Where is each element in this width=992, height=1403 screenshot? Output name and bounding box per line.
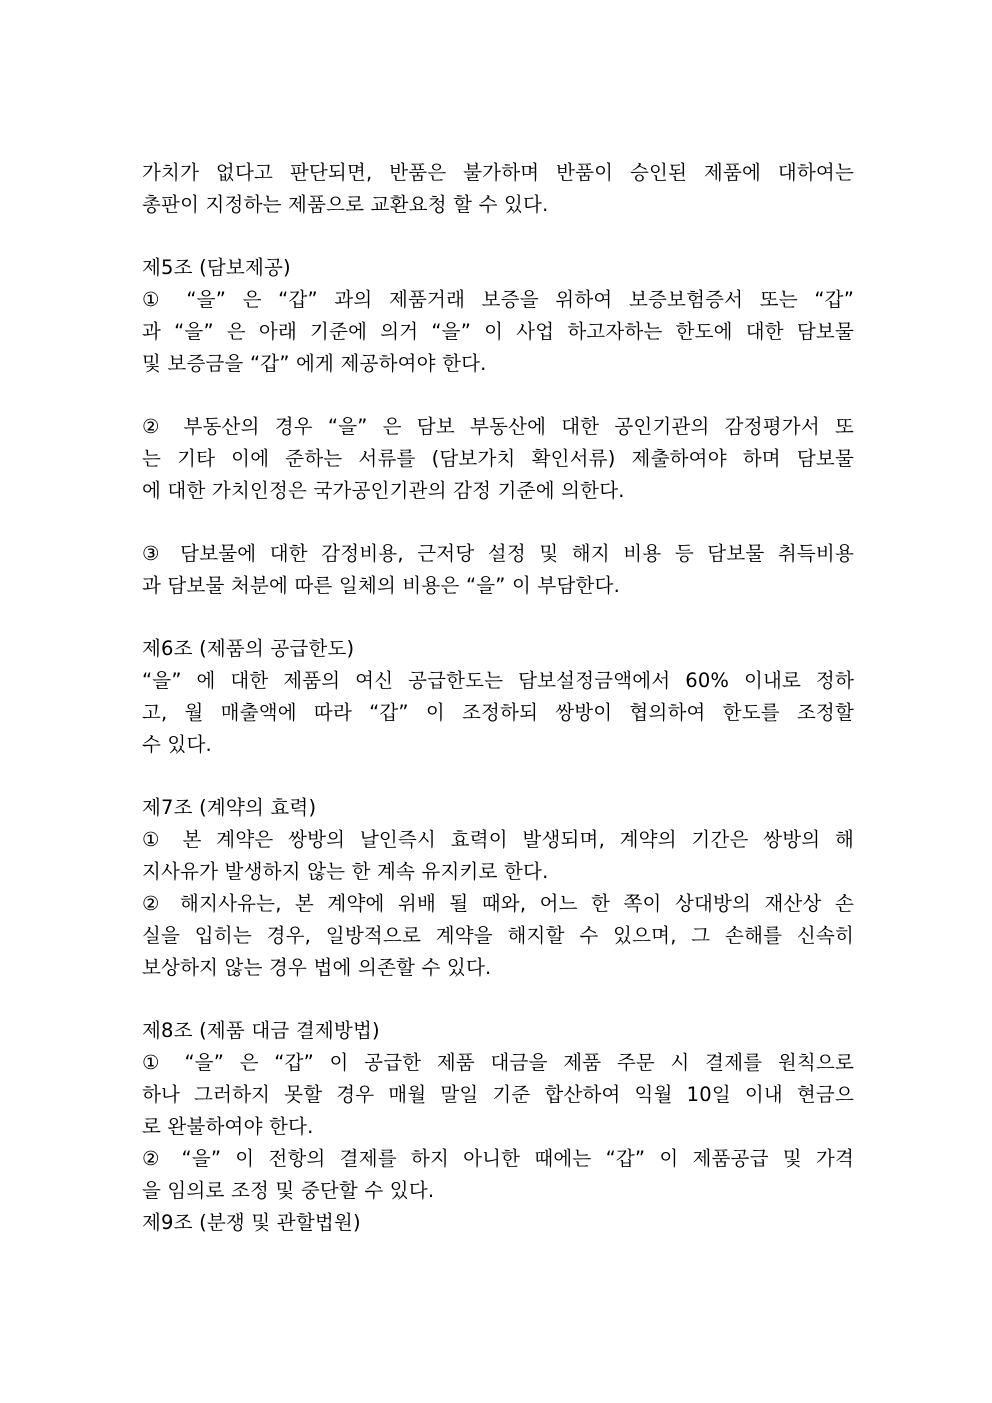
document-body (142, 157, 854, 1239)
text-line: 하나 그러하지 못할 경우 매월 말일 기준 합산하여 익월 10일 이내 현금으 (142, 1083, 854, 1106)
text-line: “을” 에 대한 제품의 여신 공급한도는 담보설정금액에서 60% 이내로 정하 (142, 669, 854, 692)
article-8-heading: 제8조 (제품 대금 결제방법) (142, 1019, 380, 1042)
article-9-heading: 제9조 (분쟁 및 관할법원) (142, 1211, 361, 1234)
article-7-clause-2 (142, 888, 854, 984)
text-line: 는 기타 이에 준하는 서류를 (담보가치 확인서류) 제출하여야 하며 담보물 (142, 447, 854, 470)
article-6-clause-1 (142, 665, 854, 761)
text-line: ① 본 계약은 쌍방의 날인즉시 효력이 발생되며, 계약의 기간은 쌍방의 해 (142, 828, 854, 851)
article-8-clause-2 (142, 1143, 854, 1207)
text-line: ③ 담보물에 대한 감정비용, 근저당 설정 및 해지 비용 등 담보물 취득비용 (142, 542, 854, 565)
intro-paragraph (142, 157, 854, 221)
text-line: 고, 월 매출액에 따라 “갑” 이 조정하되 쌍방이 협의하여 한도를 조정할 (142, 701, 854, 724)
text-line: 지사유가 발생하지 않는 한 계속 유지키로 한다. (142, 860, 549, 883)
text-line: ① “을” 은 “갑” 이 공급한 제품 대금을 제품 주문 시 결제를 원칙으로 (142, 1051, 854, 1074)
text-line: 로 완불하여야 한다. (142, 1115, 314, 1138)
article-5-clause-2 (142, 411, 854, 507)
text-line: 과 담보물 처분에 따른 일체의 비용은 “을” 이 부담한다. (142, 574, 620, 597)
text-line: 수 있다. (142, 733, 212, 756)
text-line: ① “을” 은 “갑” 과의 제품거래 보증을 위하여 보증보험증서 또는 “갑” (142, 288, 854, 311)
text-line: 및 보증금을 “갑” 에게 제공하여야 한다. (142, 352, 487, 375)
article-5-clause-1 (142, 284, 854, 380)
text-line: 에 대한 가치인정은 국가공인기관의 감정 기준에 의한다. (142, 479, 625, 502)
text-line: 총판이 지정하는 제품으로 교환요청 할 수 있다. (142, 193, 549, 216)
text-line: 을 임의로 조정 및 중단할 수 있다. (142, 1179, 435, 1202)
article-6-heading: 제6조 (제품의 공급한도) (142, 637, 355, 660)
text-line: ② 부동산의 경우 “을” 은 담보 부동산에 대한 공인기관의 감정평가서 또 (142, 415, 854, 438)
text-line: 과 “을” 은 아래 기준에 의거 “을” 이 사업 하고자하는 한도에 대한 담보물 (142, 320, 854, 343)
text-line: ② 해지사유는, 본 계약에 위배 될 때와, 어느 한 쪽이 상대방의 재산상 손 (142, 892, 854, 915)
article-7-heading: 제7조 (계약의 효력) (142, 796, 317, 819)
article-5-heading: 제5조 (담보제공) (142, 256, 291, 279)
text-line: ② “을” 이 전항의 결제를 하지 아니한 때에는 “갑” 이 제품공급 및 가격 (142, 1147, 854, 1170)
article-5-clause-3 (142, 538, 854, 602)
text-line: 보상하지 않는 경우 법에 의존할 수 있다. (142, 956, 492, 979)
article-7-clause-1 (142, 824, 854, 888)
text-line: 실을 입히는 경우, 일방적으로 계약을 해지할 수 있으며, 그 손해를 신속히 (142, 924, 854, 947)
text-line: 가치가 없다고 판단되면, 반품은 불가하며 반품이 승인된 제품에 대하여는 (142, 161, 854, 184)
article-8-clause-1 (142, 1047, 854, 1143)
